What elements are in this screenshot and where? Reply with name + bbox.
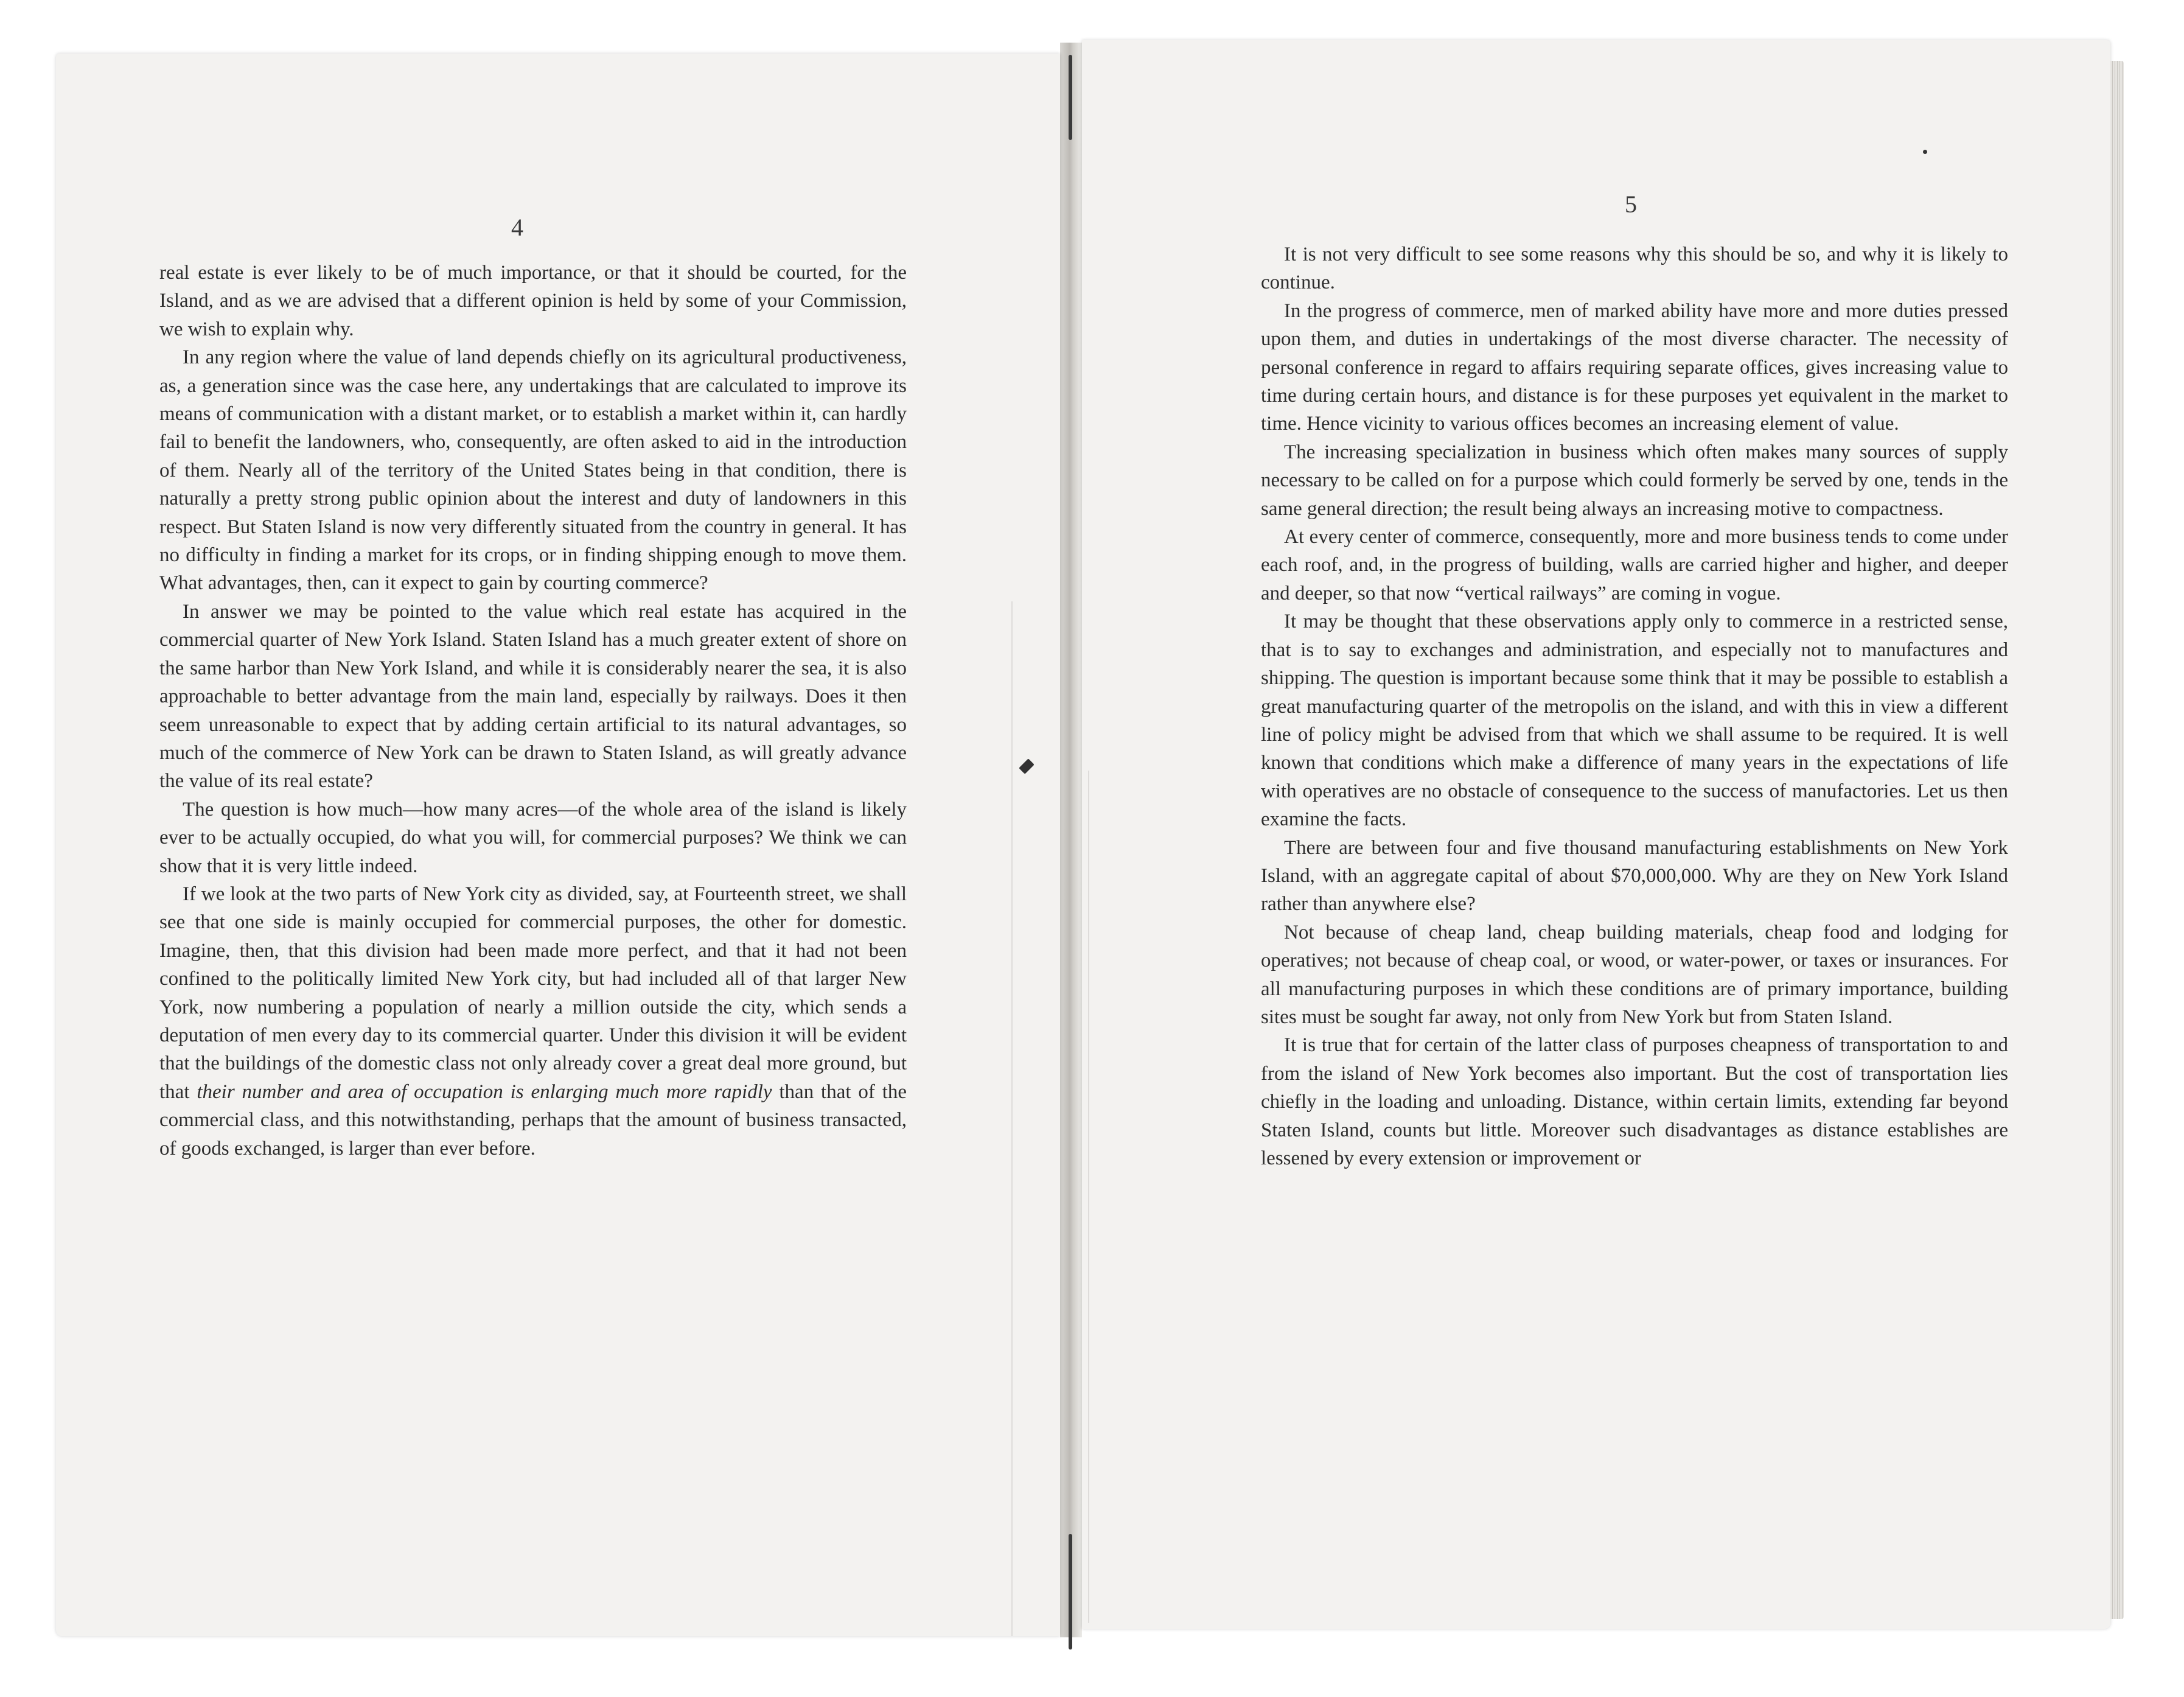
paragraph: The increasing specialization in business which often makes many sources of supply necessary to be called on for a purpose which could formerly be served by one, tends in the same general direction; the result being always an increasing motive to compactness. (1261, 441, 2008, 520)
book-gutter (1060, 43, 1082, 1637)
page-crease (1011, 601, 1013, 1636)
page-number-right: 5 (1625, 191, 1637, 218)
paragraph: Not because of cheap land, cheap building materials, cheap food and lodging for operatives; not because of cheap coal, or wood, or water-power, or taxes or insurances. For all manufacturing purposes in which these conditions are of primary importance, building sites must be sought far away, not only from New York but from Staten Island. (1261, 921, 2008, 1028)
paragraph: It is not very difficult to see some reasons why this should be so, and why it is likely to continue. (1261, 243, 2008, 294)
page-crease (1088, 771, 1089, 1623)
page-stack-edge (2110, 61, 2124, 1619)
paragraph-text: If we look at the two parts of New York city as divided, say, at Fourteenth street, we shall see that one side is mainly occupied for commercial purposes, the other for domestic. Imagine, then, that this division had been made more perfect, and that it had not been confined to the politically limited New York city, but had included all of that larger New York, now numbering a population of nearly a million outside the city, which sends a deputation of men every day to its commercial quarter. Under this division it will be evident that the buildings of the domestic class not only already cover a great deal more ground, but that (159, 883, 907, 1103)
paragraph-text: than that of the commercial class, and this notwithstanding, perhaps that the amount of business transacted, of goods exchanged, is larger than ever before. (159, 1080, 907, 1160)
paragraph: There are between four and five thousand manufacturing establishments on New York Island, with an aggregate capital of about $70,000,000. Why are they on New York Island rather than anywhere else? (1261, 836, 2008, 915)
binding-mark-bottom (1069, 1534, 1072, 1650)
paragraph: real estate is ever likely to be of much importance, or that it should be courted, for the Island, and as we are advised that a different opinion is held by some of your Commission, we wish to explain why. (159, 262, 907, 340)
page-number-left: 4 (511, 214, 523, 241)
paragraph: It is true that for certain of the latter class of purposes cheapness of transportation to and from the island of New York becomes also important. But the cost of transportation lies chiefly in the loading and unloading. Distance, within certain limits, extending far beyond Staten Island, counts but little. Moreover such disadvantages as distance establishes are lessened by every extension or improvement or (1261, 1034, 2008, 1169)
paragraph (159, 880, 907, 1163)
paper-speck (1923, 150, 1927, 154)
binding-mark-top (1069, 55, 1072, 140)
right-page-text (1261, 240, 2008, 1172)
paragraph: It may be thought that these observations apply only to commerce in a restricted sense, that is to say to exchanges and administration, and especially not to manufactures and shipping. The question is important because some think that it may be possible to establish a great manufacturing quarter of the metropolis on the island, and with this in view a different line of policy might be advised from that which we shall assume to be required. It is well known that conditions which make a difference of many years in the expectations of life with operatives are no obstacle of consequence to the success of manufactories. Let us then examine the facts. (1261, 611, 2008, 831)
paragraph: In answer we may be pointed to the value which real estate has acquired in the commercial quarter of New York Island. Staten Island has a much greater extent of shore on the same harbor than New York Island, and while it is considerably nearer the sea, it is also approachable to better advantage from the main land, especially by railways. Does it then seem unreasonable to expect that by adding certain artificial to its natural advantages, so much of the commerce of New York can be drawn to Staten Island, as will greatly advance the value of its real estate? (159, 600, 907, 793)
left-page-text (159, 259, 907, 1163)
paragraph: The question is how much—how many acres—of the whole area of the island is likely ever to be actually occupied, do what you will, for commercial purposes? We think we can show that it is very little indeed. (159, 798, 907, 877)
paragraph: At every center of commerce, consequently, more and more business tends to come under each roof, and, in the progress of building, walls are carried higher and higher, and deeper and deeper, so that now “vertical railways” are coming in vogue. (1261, 526, 2008, 604)
paragraph: In the progress of commerce, men of marked ability have more and more duties pressed upon them, and duties in undertakings of the most diverse character. The necessity of personal conference in regard to affairs requiring separate offices, gives increasing value to time during certain hours, and distance is for these purposes yet equivalent in the market to time. Hence vicinity to various offices becomes an increasing element of value. (1261, 299, 2008, 435)
italic-emphasis: their number and area of occupation is enlarging much more rapidly (197, 1080, 772, 1103)
paragraph: In any region where the value of land depends chiefly on its agricultural productiveness, as, a generation since was the case here, any undertakings that are calculated to improve its means of communication with a distant market, or to establish a market within it, can hardly fail to benefit the landowners, who, consequently, are often asked to aid in the introduction of them. Nearly all of the territory of the United States being in that condition, there is naturally a pretty strong public opinion about the interest and duty of landowners in this respect. But Staten Island is now very differently situated from the country in general. It has no difficulty in finding a market for its crops, or in finding shipping enough to move them. What advantages, then, can it expect to gain by courting commerce? (159, 346, 907, 595)
